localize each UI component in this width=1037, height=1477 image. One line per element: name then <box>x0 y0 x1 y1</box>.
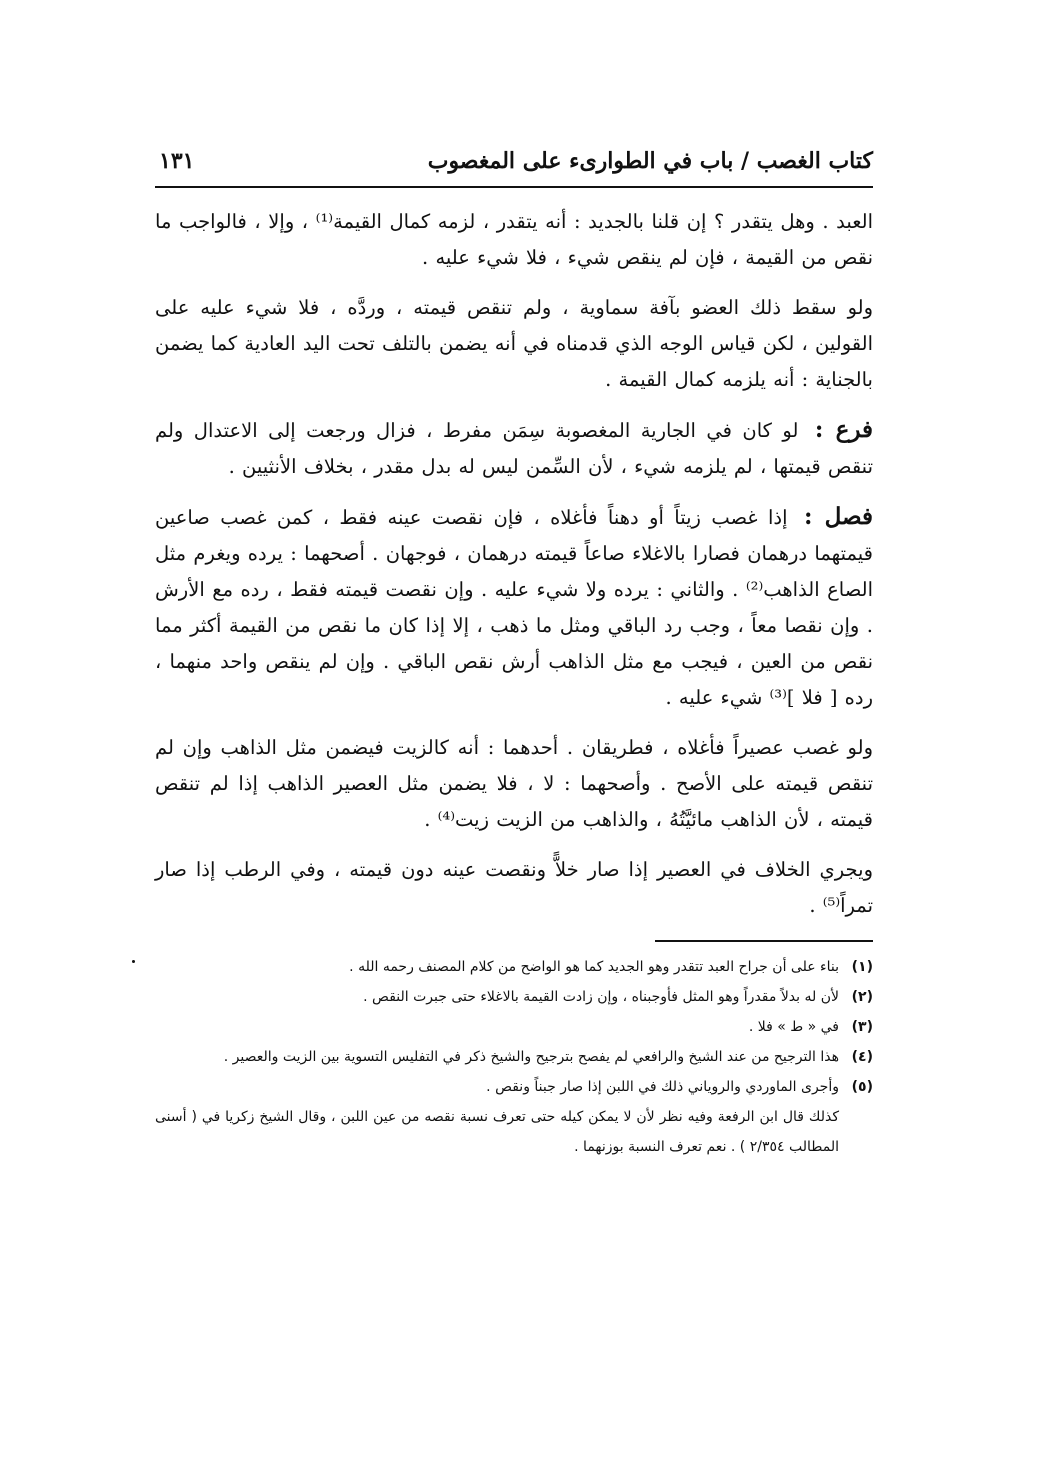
paragraph <box>155 204 873 276</box>
footnote-number: (٢) <box>851 989 873 1005</box>
page-header <box>155 140 873 184</box>
paragraph-text: ولو غصب عصيراً فأغلاه ، فطريقان . أحدهما : أنه كالزيت فيضمن مثل الذاهب وإن لم تنقص قيمته على الأصح . وأصحهما : لا ، فلا يضمن مثل العصير الذاهب إذا لم تنقص قيمته ، لأن الذاهب مائيَّتُهُ ، والذاهب من الزيت زيت⁽⁴⁾ . <box>155 736 873 831</box>
paragraph-text: إذا غصب زيتاً أو دهناً فأغلاه ، فإن نقصت عينه فقط ، كمن غصب صاعين قيمتهما درهمان فصارا بالاغلاء صاعاً قيمته درهمان ، فوجهان . أصحهما : يرده ويغرم مثل الصاع الذاهب⁽²⁾ . والثاني : يرده ولا شيء عليه . وإن نقصت قيمته فقط ، رده مع الأرش . وإن نقصا معاً ، وجب رد الباقي ومثل ما ذهب ، إلا إذا كان ما نقص من القيمة أكثر مما نقص من العين ، فيجب مع مثل الذاهب أرش نقص الباقي . وإن لم ينقص واحد منهما ، رده [ فلا ]⁽³⁾ شيء عليه . <box>155 506 873 709</box>
paragraph-fasl <box>155 499 873 716</box>
footnote <box>155 1072 873 1102</box>
footnote-text: هذا الترجيح من عند الشيخ والرافعي لم يفصح بترجيح والشيخ ذكر في التفليس التسوية بين الزيت والعصير . <box>223 1049 839 1065</box>
footnote-text: في « ط » فلا . <box>748 1019 839 1035</box>
paragraph-lead-word: فصل : <box>803 503 873 530</box>
footnote-number: (٣) <box>851 1019 873 1035</box>
footnote-text: وأجرى الماوردي والروياني ذلك في اللبن إذا صار جبناً ونقص . <box>486 1079 839 1095</box>
paragraph-text: لو كان في الجارية المغصوبة سِمَن مفرط ، فزال ورجعت إلى الاعتدال ولم تنقص قيمتها ، لم يلزمه شيء ، لأن السِّمن ليس له بدل مقدر ، بخلاف الأنثيين . <box>155 419 873 478</box>
footnote-rule <box>655 940 873 942</box>
paragraph-text: العبد . وهل يتقدر ؟ إن قلنا بالجديد : أنه يتقدر ، لزمه كمال القيمة⁽¹⁾ ، وإلا ، فالواجب ما نقص من القيمة ، فإن لم ينقص شيء ، فلا شيء عليه . <box>155 210 874 269</box>
footnote <box>155 1042 873 1072</box>
book-page <box>155 140 873 1162</box>
paragraph-lead-word: فرع : <box>814 416 873 443</box>
footnote-number: (٤) <box>851 1049 873 1065</box>
main-text <box>155 204 873 924</box>
paragraph <box>155 852 873 924</box>
footnotes <box>155 952 873 1162</box>
footnote-text: بناء على أن جراح العبد تتقدر وهو الجديد كما هو الواضح من كلام المصنف رحمه الله . <box>349 959 839 975</box>
paragraph-text: ولو سقط ذلك العضو بآفة سماوية ، ولم تنقص قيمته ، وردَّه ، فلا شيء عليه على القولين ، لكن قياس الوجه الذي قدمناه في أنه يضمن بالتلف تحت اليد العادية كما يضمن بالجناية : أنه يلزمه كمال القيمة . <box>155 296 873 391</box>
header-rule <box>155 186 873 188</box>
footnote <box>155 952 873 982</box>
page-number: ١٣١ <box>159 148 195 174</box>
footnote <box>155 1012 873 1042</box>
footnote-separator <box>155 940 873 942</box>
footnote-continuation: كذلك قال ابن الرفعة وفيه نظر لأن لا يمكن كيله حتى تعرف نسبة نقصه من عين اللبن ، وقال الشيخ زكريا في ( أسنى المطالب ٢/٣٥٤ ) . نعم تعرف النسبة بوزنهما . <box>155 1109 839 1155</box>
paragraph-far <box>155 412 873 485</box>
paragraph <box>155 730 873 838</box>
paragraph <box>155 290 873 398</box>
footnote-number: (٥) <box>851 1079 873 1095</box>
running-title: كتاب الغصب / باب في الطوارىء على المغصوب <box>427 148 873 174</box>
footnote <box>155 982 873 1012</box>
footnote-text: لأن له بدلاً مقدراً وهو المثل فأوجبناه ، وإن زادت القيمة بالاغلاء حتى جبرت النقص . <box>363 989 839 1005</box>
stray-ink-dot <box>132 960 135 963</box>
footnote-number: (١) <box>851 959 873 975</box>
paragraph-text: ويجري الخلاف في العصير إذا صار خلاًّ ونقصت عينه دون قيمته ، وفي الرطب إذا صار تمراً⁽⁵⁾ . <box>155 858 873 917</box>
